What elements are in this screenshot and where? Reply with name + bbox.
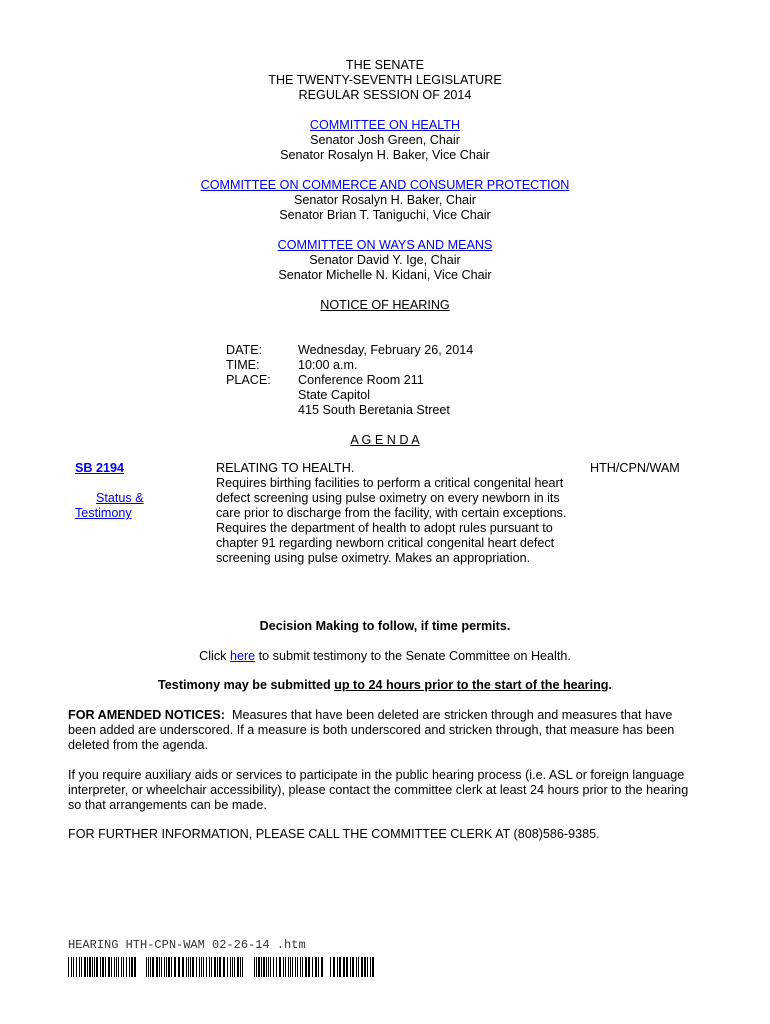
notice-title: NOTICE OF HEARING (320, 298, 450, 312)
hearing-values (298, 343, 473, 418)
place-label: PLACE: (226, 373, 271, 387)
place-line-1: Conference Room 211 (298, 373, 424, 387)
bill-referral: HTH/CPN/WAM (590, 461, 680, 475)
bill-description-line-6: screening using pulse oximetry. Makes an appropriation. (216, 551, 531, 565)
amended-line-1: Measures that have been deleted are stricken through and measures that have (224, 708, 673, 722)
senate-title: THE SENATE (345, 58, 425, 72)
submit-here-link[interactable]: here (229, 649, 256, 663)
place-line-2: State Capitol (298, 388, 371, 402)
decision-making-note: Decision Making to follow, if time permits. (259, 619, 511, 633)
time-label: TIME: (226, 358, 260, 372)
bill-description-line-4: Requires the department of health to adopt rules pursuant to (216, 521, 553, 535)
submit-prefix: Click (199, 649, 230, 663)
testimony-deadline: up to 24 hours prior to the start of the hearing (334, 678, 609, 692)
agenda-item-links (75, 461, 144, 521)
submit-suffix: to submit testimony to the Senate Committee on Health. (255, 649, 571, 663)
bill-title: RELATING TO HEALTH. (216, 461, 355, 475)
bill-description-line-3: care prior to discharge from the facility, with certain exceptions. (216, 506, 567, 520)
document-barcode (68, 957, 378, 977)
committee-health-chair: Senator Josh Green, Chair (310, 133, 460, 147)
testimony-link[interactable]: Testimony (75, 506, 132, 520)
testimony-suffix: . (608, 678, 612, 692)
amended-line-2: been added are underscored. If a measure is both underscored and stricken through, that measure has been (68, 723, 675, 737)
committee-ways-means-vice-chair: Senator Michelle N. Kidani, Vice Chair (278, 268, 492, 282)
amended-notices-paragraph (68, 708, 708, 753)
committee-health-link[interactable]: COMMITTEE ON HEALTH (309, 118, 461, 132)
footer-filename: HEARING HTH-CPN-WAM 02-26-14 .htm (68, 938, 306, 952)
hearing-labels (226, 343, 271, 388)
auxiliary-line-1: If you require auxiliary aids or services to participate in the public hearing process (i.e. ASL or foreign language (68, 768, 685, 782)
further-information: FOR FURTHER INFORMATION, PLEASE CALL THE COMMITTEE CLERK AT (808)586-9385. (68, 827, 600, 841)
document-header (0, 58, 770, 103)
testimony-prefix: Testimony may be submitted (158, 678, 335, 692)
submit-testimony-line (0, 649, 770, 664)
amended-line-3: deleted from the agenda. (68, 738, 209, 752)
session-title: REGULAR SESSION OF 2014 (298, 88, 472, 102)
notice-title-row (0, 298, 770, 313)
committee-ways-means-chair: Senator David Y. Ige, Chair (309, 253, 461, 267)
bill-description-line-2: defect screening using pulse oximetry on every newborn in its (216, 491, 560, 505)
committee-ways-means-link[interactable]: COMMITTEE ON WAYS AND MEANS (277, 238, 493, 252)
amended-notices-label: FOR AMENDED NOTICES: (68, 708, 225, 722)
committee-health-vice-chair: Senator Rosalyn H. Baker, Vice Chair (280, 148, 490, 162)
agenda-item-description (216, 461, 576, 566)
date-value: Wednesday, February 26, 2014 (298, 343, 474, 357)
bill-description-line-5: chapter 91 regarding newborn critical congenital heart defect (216, 536, 555, 550)
committee-block-commerce (0, 178, 770, 223)
bill-number-link[interactable]: SB 2194 (75, 461, 125, 475)
place-line-3: 415 South Beretania Street (298, 403, 450, 417)
date-label: DATE: (226, 343, 263, 357)
committee-block-ways-means (0, 238, 770, 283)
committee-block-health (0, 118, 770, 163)
bill-description-line-1: Requires birthing facilities to perform a critical congenital heart (216, 476, 564, 490)
committee-commerce-link[interactable]: COMMITTEE ON COMMERCE AND CONSUMER PROTECTION (200, 178, 570, 192)
time-value: 10:00 a.m. (298, 358, 358, 372)
agenda-title-row (0, 433, 770, 448)
legislature-title: THE TWENTY-SEVENTH LEGISLATURE (268, 73, 502, 87)
testimony-deadline-line (0, 678, 770, 693)
auxiliary-line-3: so that arrangements can be made. (68, 798, 267, 812)
agenda-title: A G E N D A (350, 433, 420, 447)
auxiliary-aids-paragraph (68, 768, 708, 813)
committee-commerce-chair: Senator Rosalyn H. Baker, Chair (294, 193, 476, 207)
auxiliary-line-2: interpreter, or wheelchair accessibility), please contact the committee clerk at least 24 hours prior to the hearing (68, 783, 689, 797)
status-link[interactable]: Status & (96, 491, 144, 505)
committee-commerce-vice-chair: Senator Brian T. Taniguchi, Vice Chair (279, 208, 491, 222)
